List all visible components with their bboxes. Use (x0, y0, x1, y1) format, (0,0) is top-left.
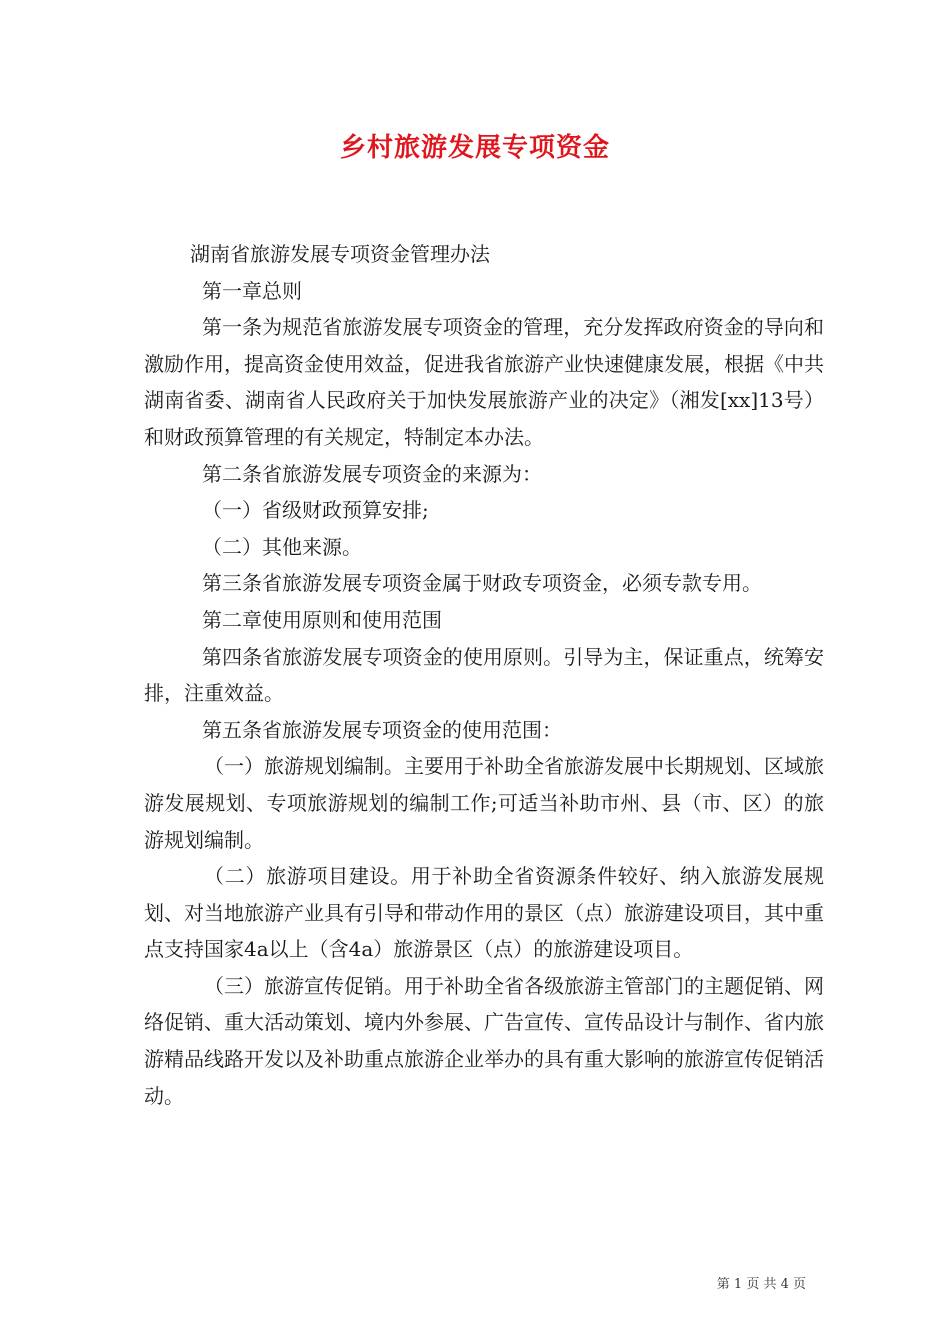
document-title: 乡村旅游发展专项资金 (339, 133, 610, 163)
article-5-item-2: （二）旅游项目建设。用于补助全省资源条件较好、纳入旅游发展规划、对当地旅游产业具有引导和带动作用的景区（点）旅游建设项目，其中重点支持国家4a以上（含4a）旅游景区（点）的旅游建设项目。 (144, 864, 824, 962)
page-number: 第 1 页 共 4 页 (716, 1277, 806, 1292)
article-5-item-1: （一）旅游规划编制。主要用于补助全省旅游发展中长期规划、区域旅游发展规划、专项旅游规划的编制工作;可适当补助市州、县（市、区）的旅游规划编制。 (144, 754, 824, 852)
chapter-1-heading: 第一章总则 (202, 278, 302, 303)
article-4: 第四条省旅游发展专项资金的使用原则。引导为主，保证重点，统筹安排，注重效益。 (144, 644, 824, 706)
chapter-2-heading: 第二章使用原则和使用范围 (202, 607, 442, 632)
article-5: 第五条省旅游发展专项资金的使用范围： (202, 717, 562, 742)
article-2-item-2: （二）其他来源。 (202, 534, 362, 559)
document-body (144, 236, 824, 1114)
article-2-item-1: （一）省级财政预算安排; (202, 498, 429, 523)
article-5-item-3: （三）旅游宣传促销。用于补助全省各级旅游主管部门的主题促销、网络促销、重大活动策划、境内外参展、广告宣传、宣传品设计与制作、省内旅游精品线路开发以及补助重点旅游企业举办的具有重大影响的旅游宣传促销活动。 (144, 973, 824, 1108)
law-name: 湖南省旅游发展专项资金管理办法 (190, 242, 490, 266)
article-1: 第一条为规范省旅游发展专项资金的管理，充分发挥政府资金的导向和激励作用，提高资金使用效益，促进我省旅游产业快速健康发展，根据《中共湖南省委、湖南省人民政府关于加快发展旅游产业的决定》（湘发[xx]13号）和财政预算管理的有关规定，特制定本办法。 (144, 315, 824, 449)
article-3: 第三条省旅游发展专项资金属于财政专项资金，必须专款专用。 (202, 571, 762, 596)
article-2: 第二条省旅游发展专项资金的来源为： (202, 461, 542, 486)
